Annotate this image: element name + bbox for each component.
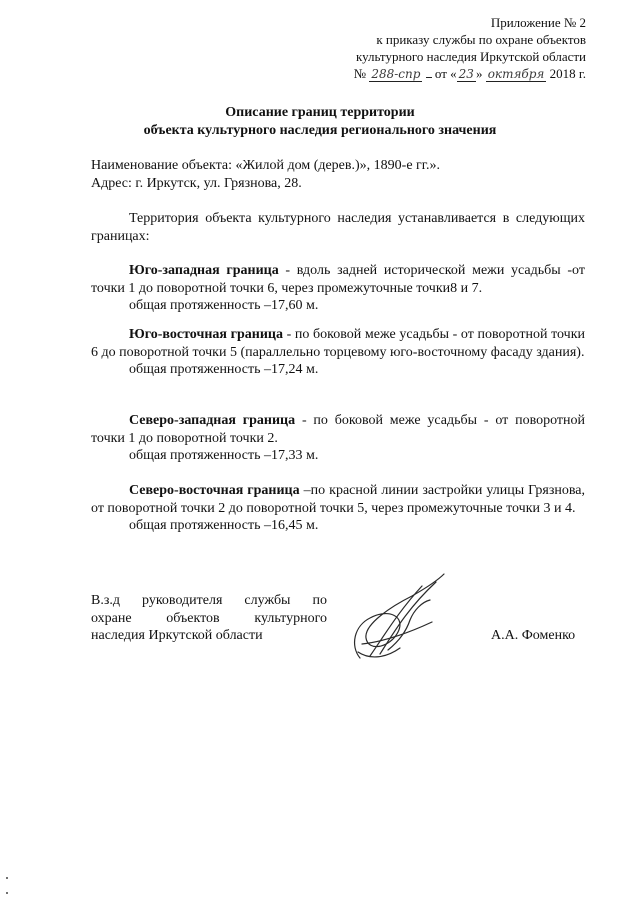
document-title <box>0 104 640 140</box>
order-number-label: № <box>353 66 367 81</box>
object-info <box>91 157 591 193</box>
order-number-date-line <box>354 65 586 83</box>
signer-position-line: охране объектов культурного <box>91 610 327 626</box>
border-length: общая протяженность –17,24 м. <box>129 362 319 378</box>
border-description: –по красной линии застройки улицы Грязнова, от поворотной точки 2 до поворотной точки 5, через промежуточные точки 3 и 4. <box>91 483 585 516</box>
appendix-order-line: к приказу службы по охране объектов <box>376 32 586 47</box>
handwritten-signature <box>340 566 450 666</box>
border-south-east <box>91 326 585 379</box>
scan-speck <box>6 877 8 879</box>
appendix-header <box>354 14 586 83</box>
order-number-handwritten: 288-спр <box>371 67 421 81</box>
border-name: Северо-западная граница <box>129 413 296 428</box>
appendix-number: Приложение № 2 <box>490 15 586 30</box>
border-length: общая протяженность –17,60 м. <box>129 298 319 314</box>
order-day-handwritten: 23 <box>458 67 474 81</box>
border-description: - вдоль задней исторической межи усадьбы -от точки 1 до поворотной точки 6, через промежуточные точки8 и 7. <box>91 263 585 296</box>
intro-paragraph: Территория объекта культурного наследия устанавливается в следующих границах: <box>91 211 585 244</box>
object-name: Наименование объекта: «Жилой дом (дерев.)», 1890-е гг.». <box>91 158 440 173</box>
order-year: 2018 г. <box>549 66 586 81</box>
order-date-quote: » <box>475 66 483 81</box>
appendix-agency-line: культурного наследия Иркутской области <box>355 49 586 64</box>
border-length: общая протяженность –17,33 м. <box>129 448 319 464</box>
title-line-2: объекта культурного наследия регионального значения <box>143 123 497 138</box>
scan-speck <box>6 892 8 894</box>
border-name: Юго-западная граница <box>129 263 279 278</box>
border-north-east <box>91 482 585 535</box>
signer-position-line: наследия Иркутской области <box>91 628 263 644</box>
signer-name: А.А. Фоменко <box>491 628 576 643</box>
signer-position-line: В.з.д руководителя службы по <box>91 593 327 608</box>
border-north-west <box>91 412 585 465</box>
signer-position <box>91 592 327 645</box>
order-month-handwritten: октября <box>487 67 545 81</box>
border-name: Северо-восточная граница <box>129 483 300 498</box>
border-south-west <box>91 262 585 315</box>
border-name: Юго-восточная граница <box>129 327 283 342</box>
border-description: - по боковой меже усадьбы - от поворотной точки 6 до поворотной точки 5 (параллельно торцевому юго-восточному фасаду здания). <box>91 327 585 360</box>
object-address: Адрес: г. Иркутск, ул. Грязнова, 28. <box>91 176 302 191</box>
border-length: общая протяженность –16,45 м. <box>129 518 319 534</box>
border-description: - по боковой меже усадьбы - от поворотной точки 1 до поворотной точки 2. <box>91 413 586 446</box>
title-line-1: Описание границ территории <box>225 105 415 120</box>
order-date-from-label: от « <box>434 66 457 81</box>
